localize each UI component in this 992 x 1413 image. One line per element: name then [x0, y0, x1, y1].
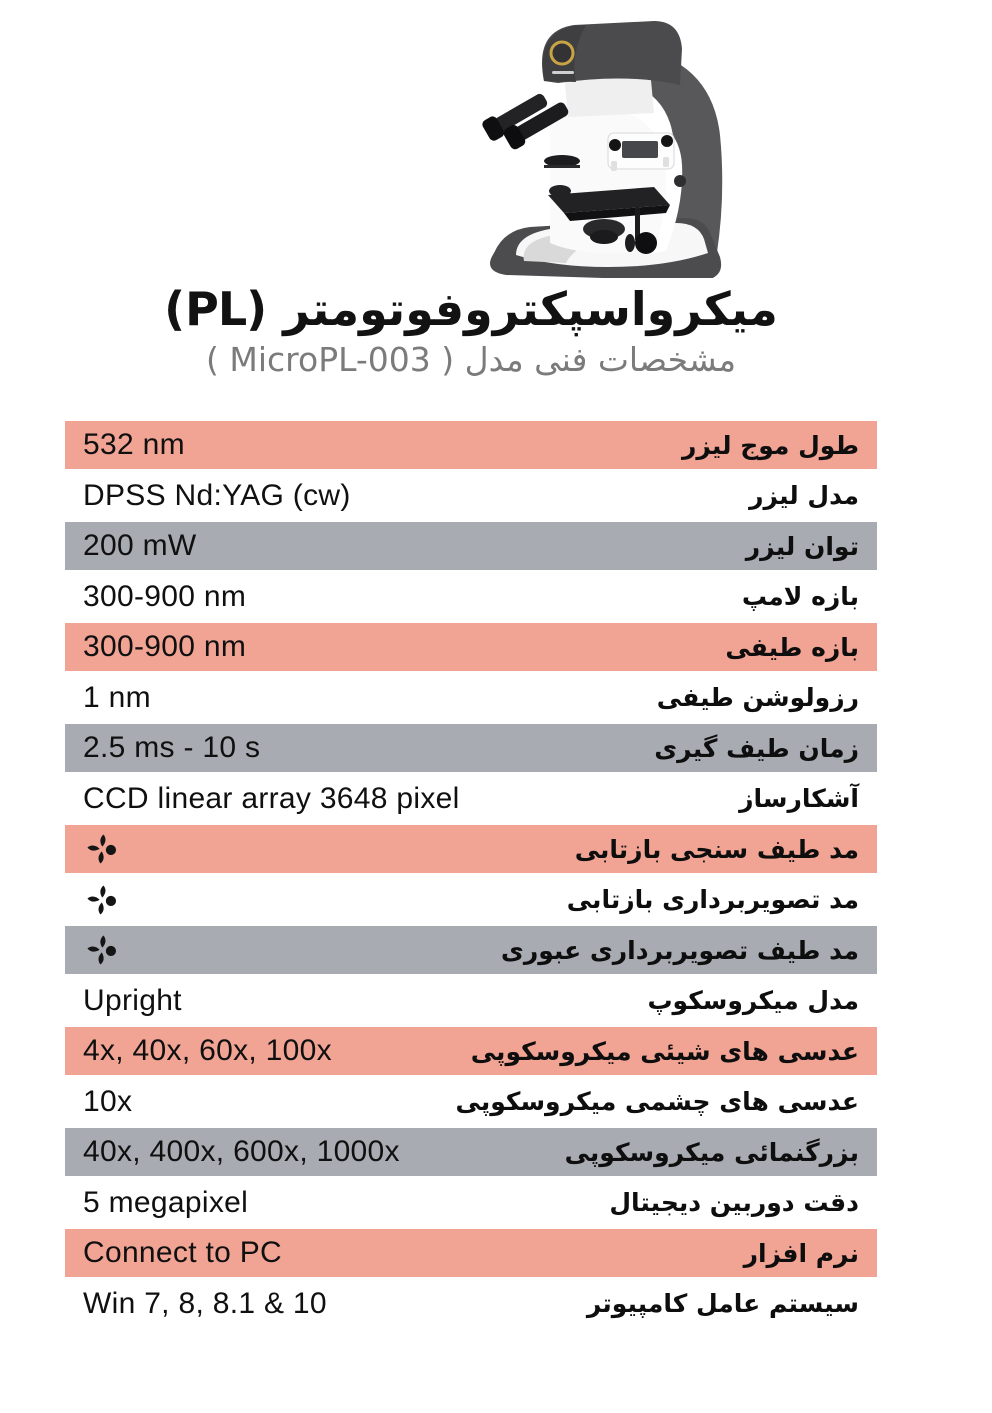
spec-row: [65, 472, 877, 520]
spec-row: [65, 573, 877, 621]
spec-value: Connect to PC: [83, 1236, 283, 1269]
spec-value: 1 nm: [83, 680, 151, 714]
spec-label: بازه لامپ: [741, 582, 859, 611]
spec-value-cell: [83, 623, 246, 671]
spec-label: مدل لیزر: [749, 481, 859, 510]
spec-row: [65, 623, 877, 671]
spec-row: [65, 1128, 877, 1176]
spec-value: 10x: [83, 1084, 133, 1118]
spec-label: توان لیزر: [745, 531, 859, 561]
spec-row: [65, 926, 877, 974]
four-petal-asterisk-icon: [85, 883, 119, 917]
spec-row: [65, 674, 877, 722]
spec-value-cell: [83, 1179, 248, 1227]
spec-row: [65, 522, 877, 570]
spec-value-cell: [83, 674, 151, 722]
spec-label: زمان طیف گیری: [654, 733, 859, 763]
spec-label: آشکارساز: [739, 784, 859, 813]
spec-row: [65, 1229, 877, 1277]
spec-label: مد طیف تصویربرداری عبوری: [500, 935, 859, 965]
spec-row: [65, 1027, 877, 1075]
spec-value: 2.5 ms - 10 s: [83, 731, 261, 764]
spec-label: عدسی های چشمی میکروسکوپی: [455, 1087, 859, 1116]
spec-label: عدسی های شیئی میکروسکوپی: [470, 1036, 859, 1066]
spec-value-cell: [83, 775, 460, 823]
spec-row: [65, 876, 877, 924]
spec-row: [65, 775, 877, 823]
four-petal-asterisk-icon: [85, 933, 119, 967]
spec-value: 4x, 40x, 60x, 100x: [83, 1034, 332, 1067]
spec-label: نرم افزار: [743, 1238, 859, 1268]
spec-value-cell: [83, 522, 197, 570]
spec-value-cell: [83, 977, 182, 1025]
spec-value: Win 7, 8, 8.1 & 10: [83, 1286, 327, 1320]
four-petal-asterisk-icon: [85, 832, 119, 866]
spec-value: CCD linear array 3648 pixel: [83, 781, 460, 815]
page-subtitle: مشخصات فنی مدل ( MicroPL-003 ): [206, 340, 736, 379]
spec-row: [65, 724, 877, 772]
spec-row: [65, 1280, 877, 1328]
spec-row: [65, 421, 877, 469]
spec-label: مد تصویربرداری بازتابی: [566, 885, 859, 914]
spec-value: 300-900 nm: [83, 579, 247, 613]
spec-label: بزرگنمائی میکروسکوپی: [564, 1137, 859, 1167]
spec-value-cell: [83, 472, 351, 520]
microscope-illustration: [458, 14, 748, 278]
spec-value-cell: [83, 724, 260, 772]
product-image: [458, 14, 748, 278]
spec-value-cell: [83, 573, 246, 621]
spec-value: 40x, 400x, 600x, 1000x: [83, 1135, 400, 1168]
spec-value-cell: [83, 926, 127, 974]
spec-value-cell: [83, 1078, 132, 1126]
spec-row: [65, 1078, 877, 1126]
spec-value: 200 mW: [83, 529, 197, 562]
spec-label: دقت دوربین دیجیتال: [609, 1188, 859, 1217]
spec-label: طول موج لیزر: [681, 430, 859, 460]
spec-value: 300-900 nm: [83, 630, 247, 663]
spec-label: رزولوشن طیفی: [656, 683, 859, 712]
spec-value: Upright: [83, 983, 182, 1017]
spec-value-cell: [83, 876, 127, 924]
spec-value-cell: [83, 1280, 327, 1328]
spec-label: سیستم عامل کامپیوتر: [586, 1289, 859, 1318]
page-title: میکرواسپکتروفوتومتر (PL): [164, 282, 778, 336]
spec-value-cell: [83, 1229, 282, 1277]
spec-value: DPSS Nd:YAG (cw): [83, 478, 351, 512]
spec-value-cell: [83, 421, 185, 469]
spec-label: بازه طیفی: [725, 632, 859, 662]
spec-row: [65, 1179, 877, 1227]
spec-value-cell: [83, 1027, 332, 1075]
spec-table: [65, 421, 877, 1328]
spec-value-cell: [83, 1128, 400, 1176]
spec-value: 5 megapixel: [83, 1185, 249, 1219]
spec-row: [65, 825, 877, 873]
spec-row: [65, 977, 877, 1025]
spec-value-cell: [83, 825, 127, 873]
spec-label: مدل میکروسکوپ: [647, 986, 859, 1015]
spec-value: 532 nm: [83, 428, 185, 461]
spec-label: مد طیف سنجی بازتابی: [574, 834, 859, 864]
